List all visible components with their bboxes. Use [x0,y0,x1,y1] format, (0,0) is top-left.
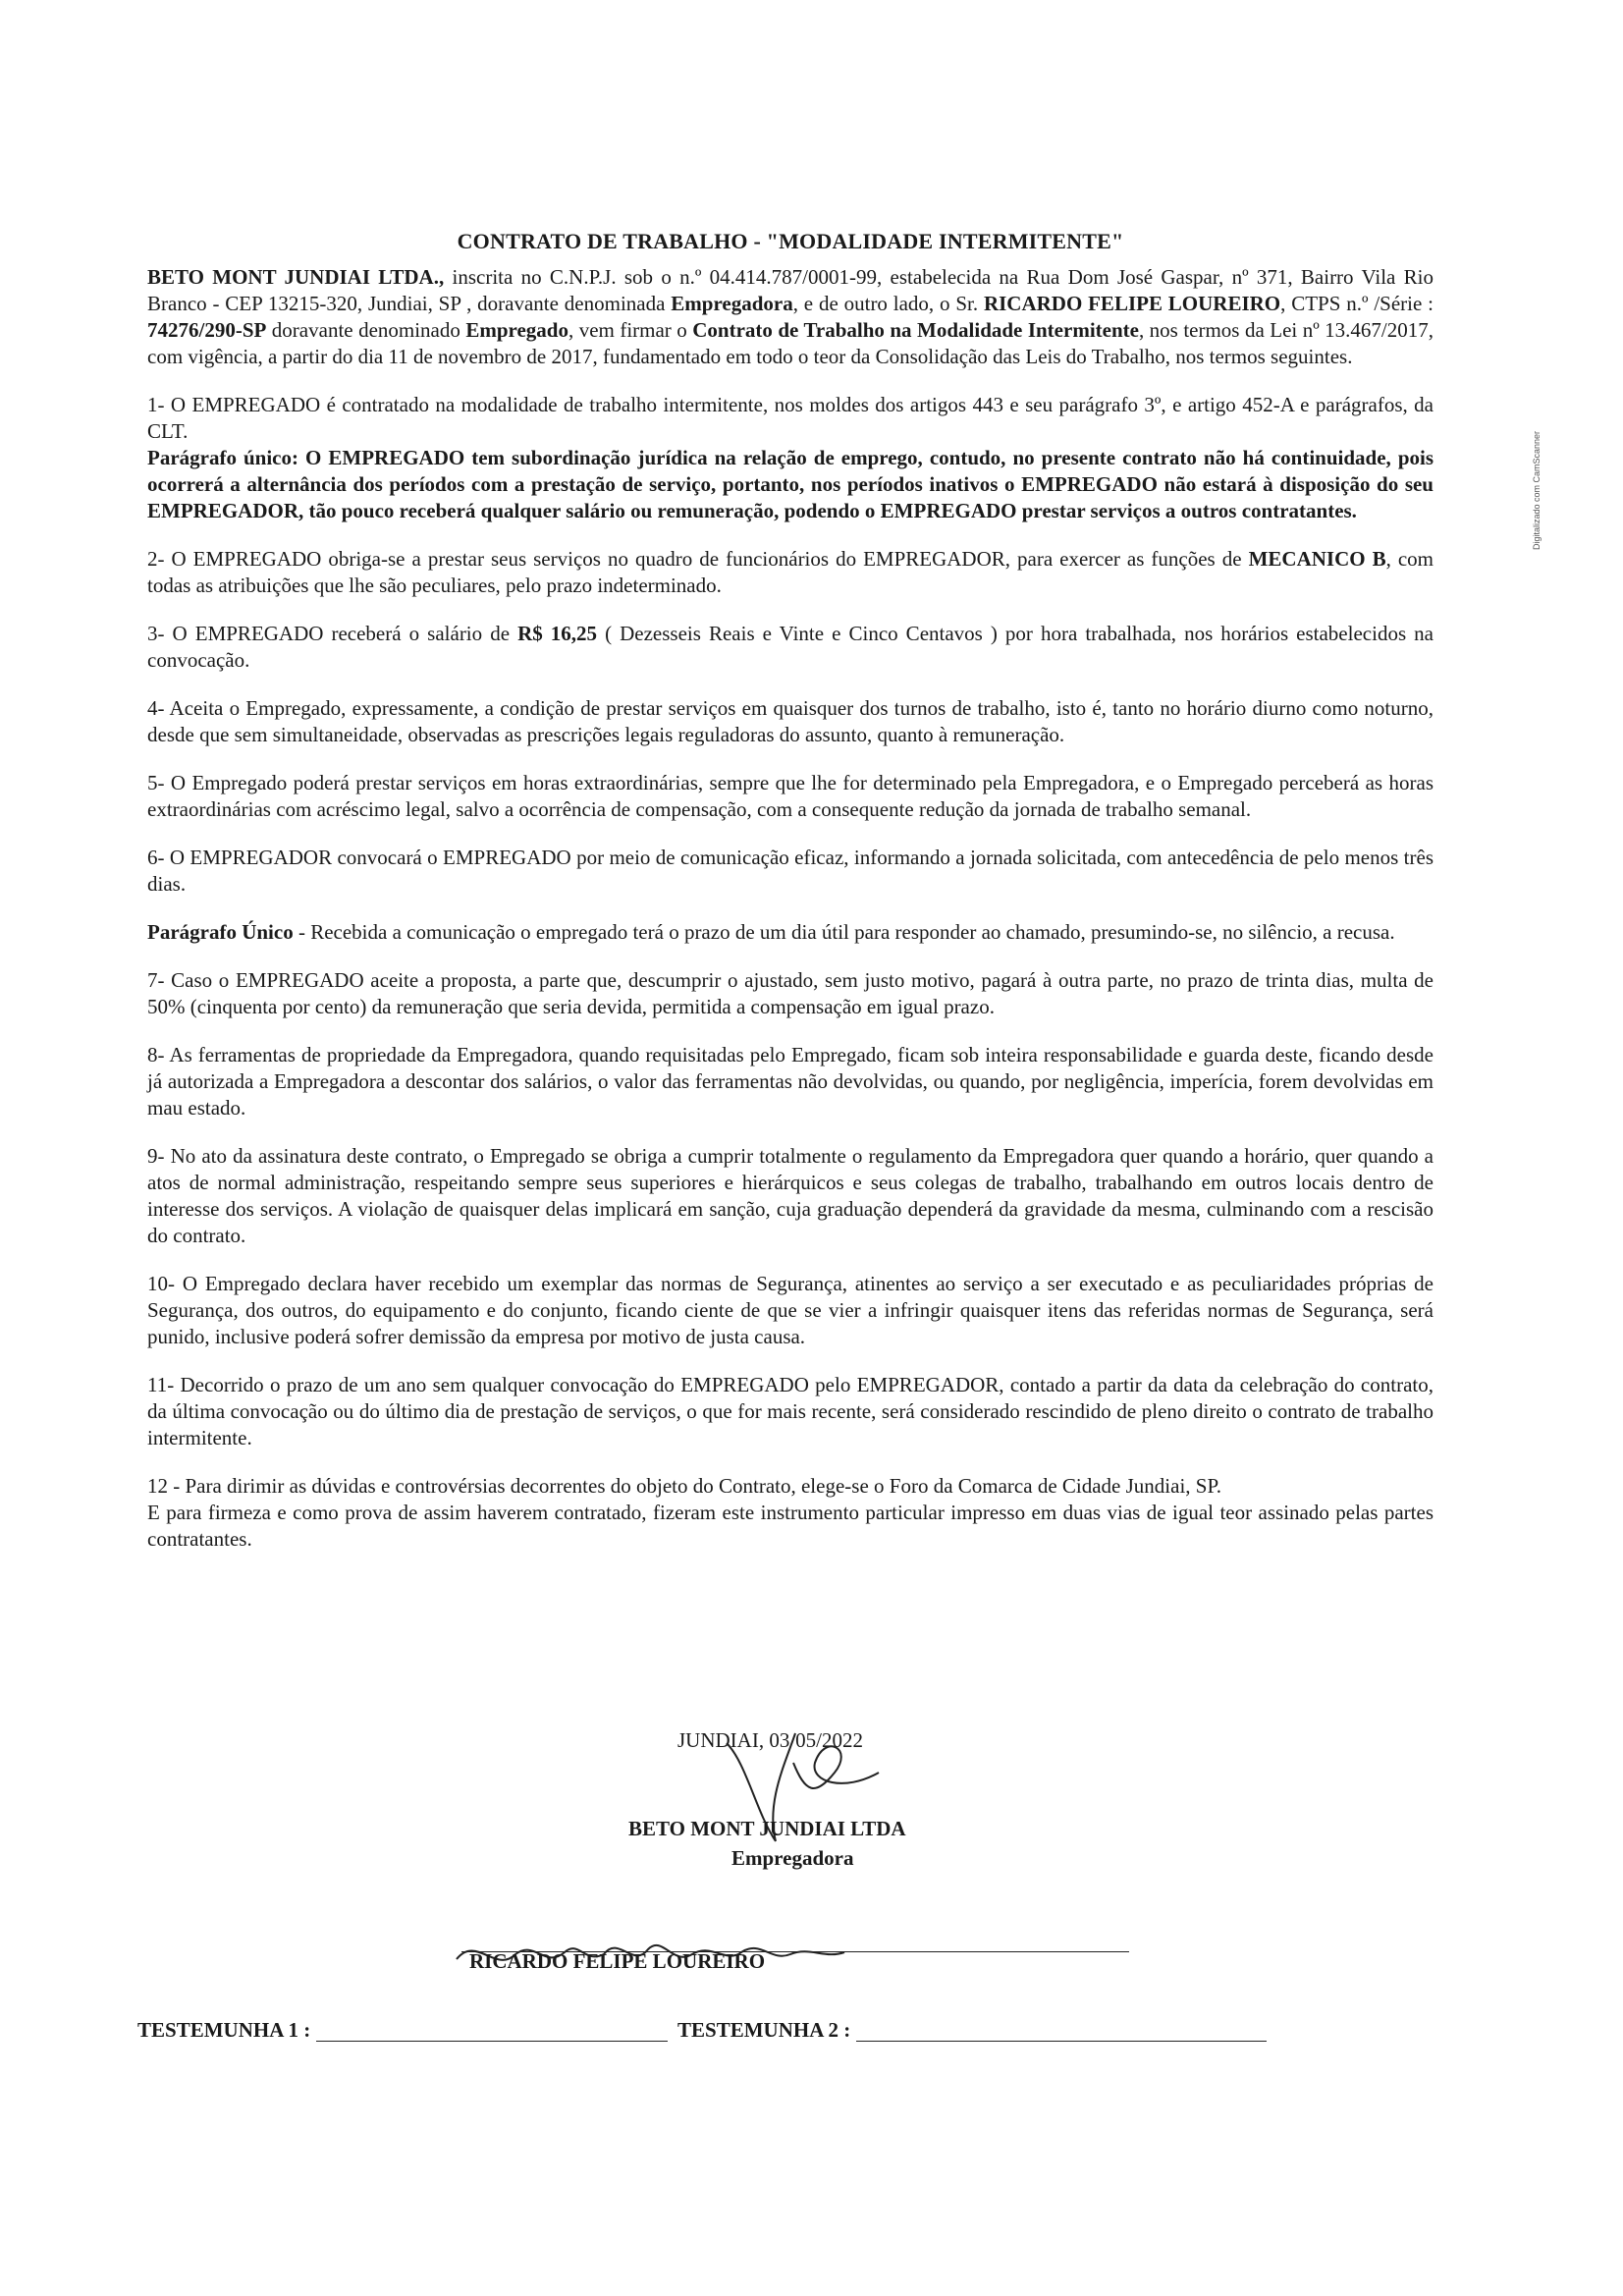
document-title: CONTRATO DE TRABALHO - "MODALIDADE INTERMITENTE" [457,229,1124,253]
clause-7: 7- Caso o EMPREGADO aceite a proposta, a parte que, descumprir o ajustado, sem justo motivo, pagará à outra parte, no prazo de trinta dias, multa de 50% (cinquenta por cento) da remuneração que seria devida, permitida a compensação em igual prazo. [147,968,1434,1018]
hourly-wage: R$ 16,25 [517,622,598,645]
clause-2: 2- O EMPREGADO obriga-se a prestar seus serviços no quadro de funcionários do EMPREGADOR, para exercer as funções de MECANICO B, com todas as atribuições que lhe são peculiares, pelo prazo indeterminado. [147,547,1434,597]
intro-paragraph: BETO MONT JUNDIAI LTDA., inscrita no C.N.P.J. sob o n.º 04.414.787/0001-99, estabelecida na Rua Dom José Gaspar, nº 371, Bairro Vila Rio Branco - CEP 13215-320, Jundiai, SP , doravante denominada Empregadora, e de outro lado, o Sr. RICARDO FELIPE LOUREIRO, CTPS n.º /Série : 74276/290-SP doravante denominado Empregado, vem firmar o Contrato de Trabalho na Modalidade Intermitente, nos termos da Lei nº 13.467/2017, com vigência, a partir do dia 11 de novembro de 2017, fundamentado em todo o teor da Consolidação das Leis do Trabalho, nos termos seguintes. [147,265,1434,368]
employee-name-signature: RICARDO FELIPE LOUREIRO [469,1949,766,1973]
clause-12: 12 - Para dirimir as dúvidas e controvérsias decorrentes do objeto do Contrato, elege-se o Foro da Comarca de Cidade Jundiai, SP. [147,1474,1222,1498]
clause-10: 10- O Empregado declara haver recebido um exemplar das normas de Segurança, atinentes ao serviço a ser executado e as peculiaridades próprias de Segurança, dos outros, do equipamento e do conjunto, ficando ciente de que se vier a infringir quaisquer itens das referidas normas de Segurança, será punido, inclusive poderá sofrer demissão da empresa por motivo de justa causa. [147,1272,1434,1348]
clause-5: 5- O Empregado poderá prestar serviços em horas extraordinárias, sempre que lhe for determinado pela Empregadora, e o Empregado perceberá as horas extraordinárias com acréscimo legal, salvo a ocorrência de compensação, com a consequente redução da jornada de trabalho semanal. [147,771,1434,821]
employer-role: Empregadora [731,1846,854,1870]
clause-4: 4- Aceita o Empregado, expressamente, a condição de prestar serviços em quaisquer dos turnos de trabalho, isto é, tanto no horário diurno como noturno, desde que sem simultaneidade, observadas as prescrições legais reguladoras do assunto, quanto à remuneração. [147,696,1434,746]
clause-8: 8- As ferramentas de propriedade da Empregadora, quando requisitadas pelo Empregado, ficam sob inteira responsabilidade e guarda deste, ficando desde já autorizada a Empregadora a descontar dos salários, o valor das ferramentas não devolvidas, ou quando, por negligência, imperícia, forem devolvidas em mau estado. [147,1043,1434,1120]
company-name: BETO MONT JUNDIAI LTDA., [147,265,445,289]
place-date: JUNDIAI, 03/05/2022 [677,1728,863,1752]
clause-6-paragraph: Parágrafo Único - Recebida a comunicação o empregado terá o prazo de um dia útil para responder ao chamado, presumindo-se, no silêncio, a recusa. [147,920,1395,944]
clause-1-paragraph: Parágrafo único: O EMPREGADO tem subordinação jurídica na relação de emprego, contudo, no presente contrato não há continuidade, pois ocorrerá a alternância dos períodos com a prestação de serviço, portanto, nos períodos inativos o EMPREGADO não estará à disposição do seu EMPREGADOR, tão pouco receberá qualquer salário ou remuneração, podendo o EMPREGADO prestar serviços a outros contratantes. [147,446,1434,522]
witness-1-label: TESTEMUNHA 1 : [137,2018,311,2042]
witness-1-line [316,2041,668,2042]
witness-2-line [856,2041,1267,2042]
contract-body [147,228,1434,1574]
employer-name: BETO MONT JUNDIAI LTDA [628,1817,906,1840]
closing-paragraph: E para firmeza e como prova de assim haverem contratado, fizeram este instrumento particular impresso em duas vias de igual teor assinado pelas partes contratantes. [147,1501,1434,1551]
clause-3: 3- O EMPREGADO receberá o salário de R$ 16,25 ( Dezesseis Reais e Vinte e Cinco Centavos ) por hora trabalhada, nos horários estabelecidos na convocação. [147,622,1434,672]
clause-9: 9- No ato da assinatura deste contrato, o Empregado se obriga a cumprir totalmente o regulamento da Empregadora quer quando a horário, quer quando a atos de normal administração, respeitando sempre seus superiores e hierárquicos e seus colegas de trabalho, trabalhando em outros locais dentro de interesse dos serviços. A violação de quaisquer delas implicará em sanção, cuja graduação dependerá da gravidade da mesma, culminando com a rescisão do contrato. [147,1144,1434,1247]
witness-2-label: TESTEMUNHA 2 : [677,2018,851,2042]
clause-6: 6- O EMPREGADOR convocará o EMPREGADO por meio de comunicação eficaz, informando a jornada solicitada, com antecedência de pelo menos três dias. [147,846,1434,896]
employee-name: RICARDO FELIPE LOUREIRO [983,292,1281,315]
clause-1: 1- O EMPREGADO é contratado na modalidade de trabalho intermitente, nos moldes dos artigos 443 e seu parágrafo 3º, e artigo 452-A e parágrafos, da CLT. [147,393,1434,443]
clause-11: 11- Decorrido o prazo de um ano sem qualquer convocação do EMPREGADO pelo EMPREGADOR, contado a partir da data da celebração do contrato, da última convocação ou do último dia de prestação de serviços, o que for mais recente, será considerado rescindido de pleno direito o contrato de trabalho intermitente. [147,1373,1434,1449]
ctps-number: 74276/290-SP [147,318,267,342]
job-role: MECANICO B [1248,547,1386,571]
scanner-watermark: Digitalizado com CamScanner [1532,430,1542,550]
